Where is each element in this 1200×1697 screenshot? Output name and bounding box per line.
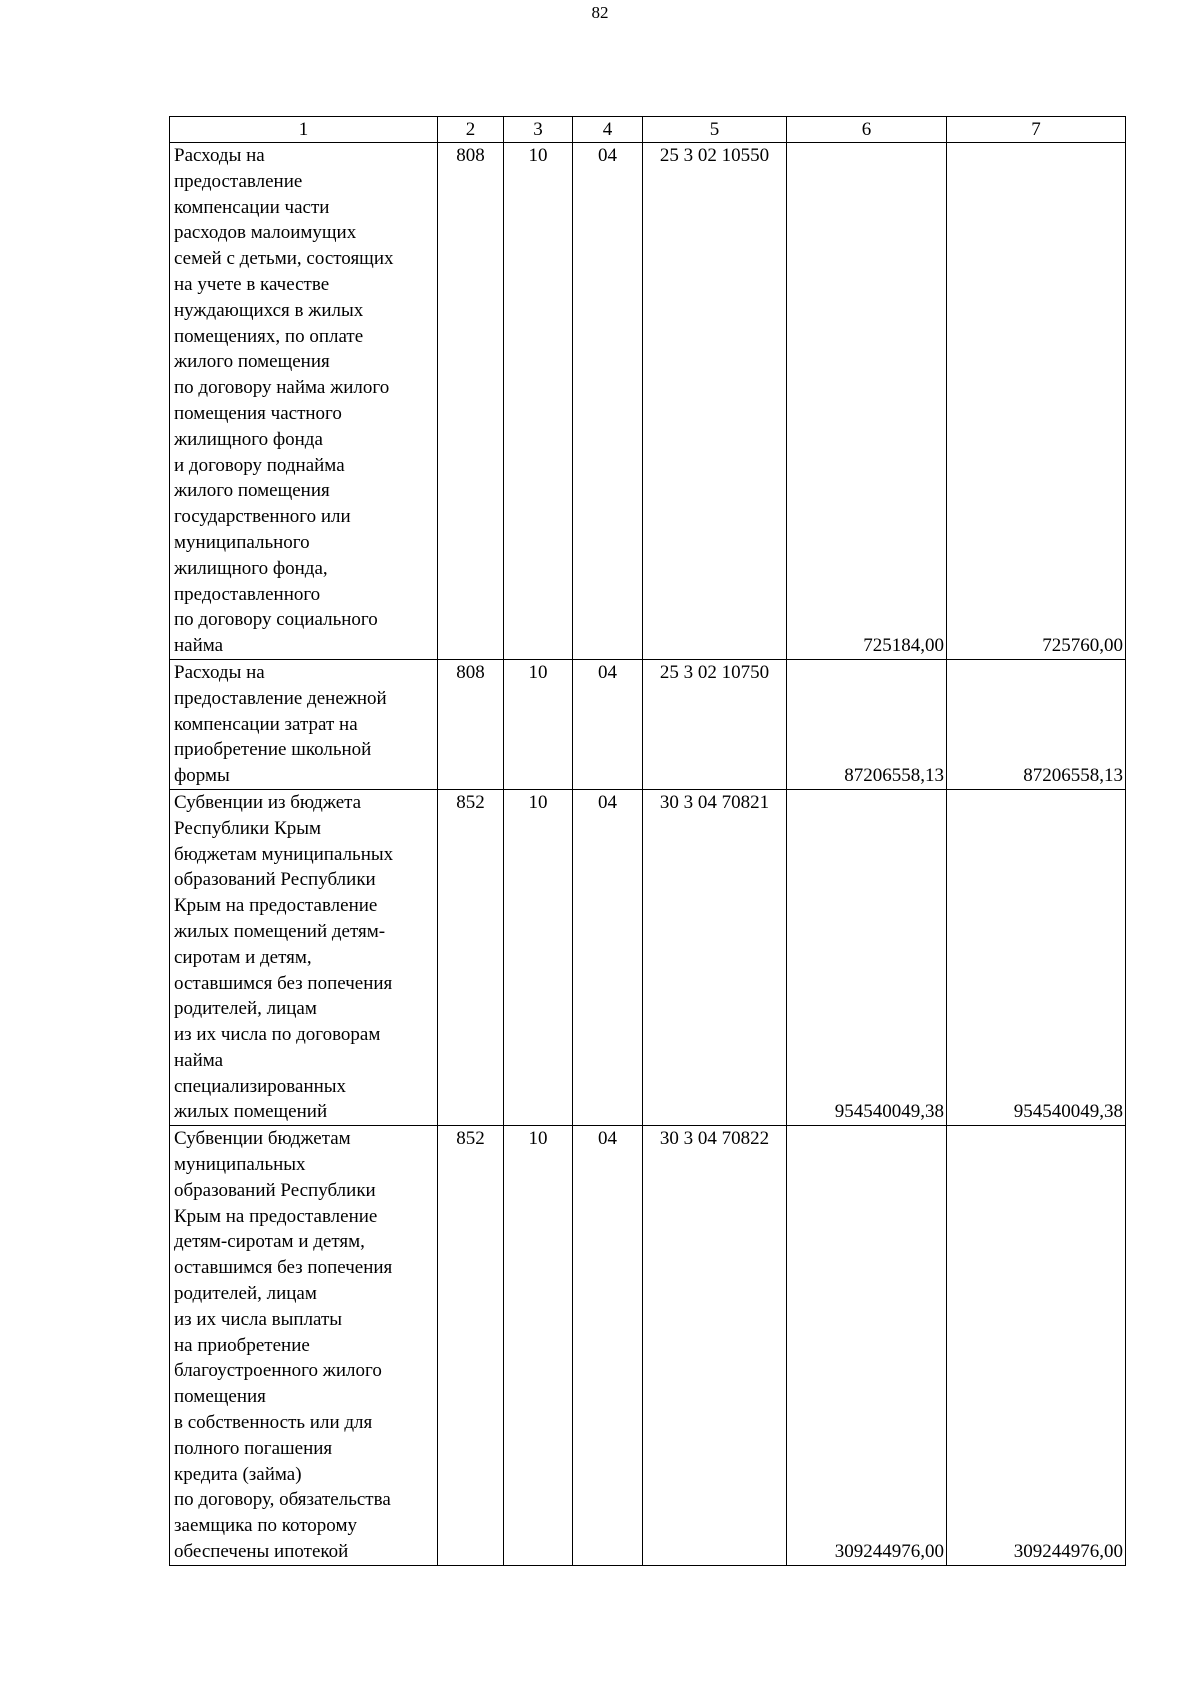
row-col6: 87206558,13 xyxy=(787,659,947,789)
header-cell-7: 7 xyxy=(947,117,1126,143)
table-row xyxy=(170,789,1126,1125)
header-cell-2: 2 xyxy=(438,117,504,143)
row-col5: 30 3 04 70821 xyxy=(643,789,787,1125)
table-row xyxy=(170,659,1126,789)
row-col7: 87206558,13 xyxy=(947,659,1126,789)
header-cell-5: 5 xyxy=(643,117,787,143)
row-col6: 725184,00 xyxy=(787,143,947,660)
row-col4: 04 xyxy=(573,1126,643,1566)
row-col5: 30 3 04 70822 xyxy=(643,1126,787,1566)
row-col2: 852 xyxy=(438,789,504,1125)
row-col2: 808 xyxy=(438,143,504,660)
page-number: 82 xyxy=(591,3,609,22)
row-col3: 10 xyxy=(504,659,573,789)
table-row xyxy=(170,143,1126,660)
header-cell-4: 4 xyxy=(573,117,643,143)
row-col3: 10 xyxy=(504,143,573,660)
budget-table xyxy=(169,116,1126,1566)
row-col7: 309244976,00 xyxy=(947,1126,1126,1566)
row-description: Расходы на предоставление денежной компенсации затрат на приобретение школьной формы xyxy=(170,659,438,789)
row-col5: 25 3 02 10750 xyxy=(643,659,787,789)
row-col4: 04 xyxy=(573,789,643,1125)
row-col7: 725760,00 xyxy=(947,143,1126,660)
table-header-row xyxy=(170,117,1126,143)
row-col2: 852 xyxy=(438,1126,504,1566)
row-col4: 04 xyxy=(573,143,643,660)
row-col2: 808 xyxy=(438,659,504,789)
row-description: Субвенции бюджетам муниципальных образований Республики Крым на предоставление детям-сиротам и детям, оставшимся без попечения родителей, лицам из их числа выплаты на приобретение благоустроенного жилого помещения в собственность или для полного погашения кредита (займа) по договору, обязательства заемщика по которому обеспечены ипотекой xyxy=(170,1126,438,1566)
row-description: Расходы на предоставление компенсации части расходов малоимущих семей с детьми, состоящих на учете в качестве нуждающихся в жилых помещениях, по оплате жилого помещения по договору найма жилого помещения частного жилищного фонда и договору поднайма жилого помещения государственного или муниципального жилищного фонда, предоставленного по договору социального найма xyxy=(170,143,438,660)
table-row xyxy=(170,1126,1126,1566)
header-cell-6: 6 xyxy=(787,117,947,143)
row-description: Субвенции из бюджета Республики Крым бюджетам муниципальных образований Республики Крым на предоставление жилых помещений детям- сиротам и детям, оставшимся без попечения родителей, лицам из их числа по договорам найма специализированных жилых помещений xyxy=(170,789,438,1125)
header-cell-1: 1 xyxy=(170,117,438,143)
row-col7: 954540049,38 xyxy=(947,789,1126,1125)
row-col3: 10 xyxy=(504,1126,573,1566)
header-cell-3: 3 xyxy=(504,117,573,143)
row-col3: 10 xyxy=(504,789,573,1125)
row-col4: 04 xyxy=(573,659,643,789)
row-col5: 25 3 02 10550 xyxy=(643,143,787,660)
row-col6: 309244976,00 xyxy=(787,1126,947,1566)
row-col6: 954540049,38 xyxy=(787,789,947,1125)
